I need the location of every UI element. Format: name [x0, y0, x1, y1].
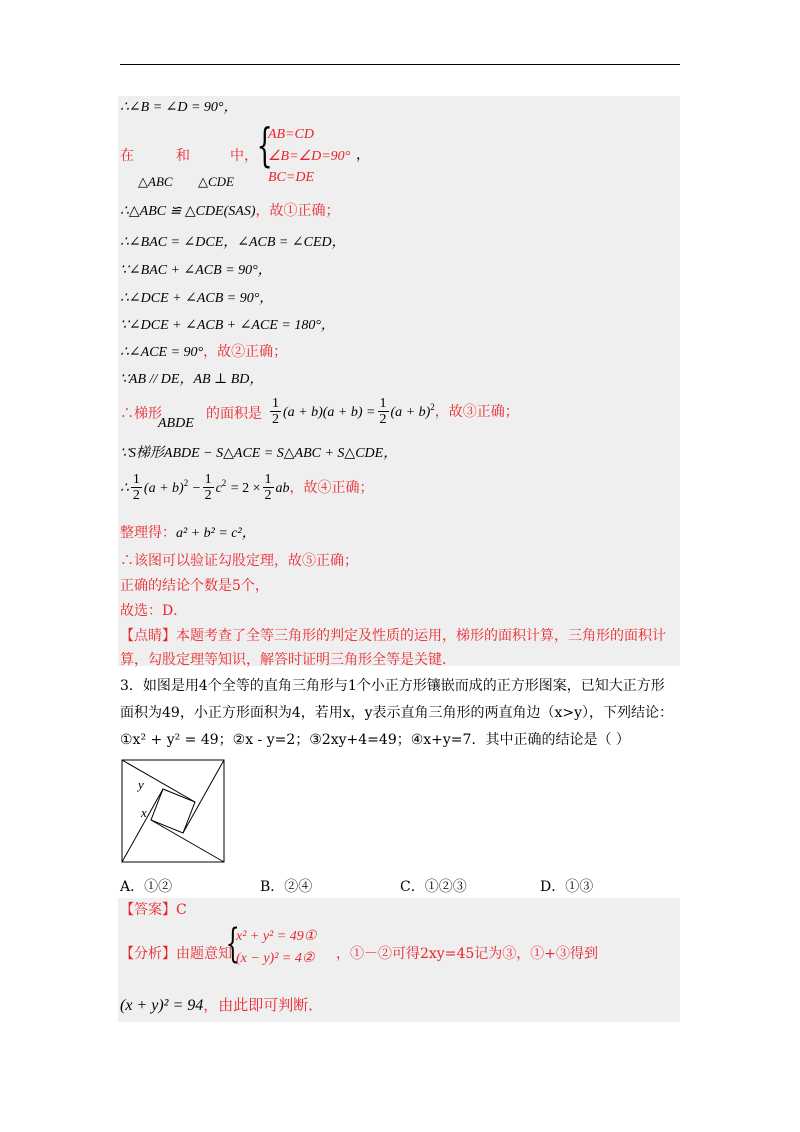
system-eq-2: ∠B=∠D=90° — [268, 148, 351, 164]
solution-line-4: ∴∠BAC = ∠DCE，∠ACB = ∠CED， — [120, 235, 346, 250]
answer-line: 【答案】C — [120, 902, 187, 918]
option-c[interactable]: C．①②③ — [400, 879, 467, 895]
analysis-final-line: (x + y)² = 94，由此即可判断． — [120, 996, 324, 1014]
solution-line-6: ∴∠DCE + ∠ACB = 90°， — [120, 291, 274, 306]
solution-line-8: ∴∠ACE = 90°，故②正确； — [120, 344, 288, 360]
analysis-eq-1: x² + y² = 49① — [236, 929, 317, 944]
comment-line-1: 【点睛】本题考查了全等三角形的判定及性质的运用，梯形的面积计算，三角形的面积计 — [120, 628, 666, 644]
solution-line-1: ∴∠B = ∠D = 90°， — [120, 100, 238, 115]
solution-line-3: ∴△ABC ≌ △CDE(SAS)，故①正确； — [120, 203, 340, 219]
solution-line-15: 正确的结论个数是5个， — [120, 578, 269, 594]
figure-label-x: x — [141, 805, 147, 820]
solution-line-9: ∵AB // DE，AB ⊥ BD， — [120, 372, 264, 387]
solution-line-16: 故选：D． — [120, 603, 188, 619]
system-eq-1: AB=CD — [268, 127, 314, 142]
question-line-2: 面积为49，小正方形面积为4，若用x，y表示直角三角形的两直角边（x>y），下列结论： — [120, 705, 674, 721]
square-figure — [121, 759, 225, 863]
option-d[interactable]: D．①③ — [540, 879, 594, 895]
question-line-1: 3．如图是用4个全等的直角三角形与1个小正方形镶嵌而成的正方形图案，已知大正方形 — [120, 678, 665, 694]
solution-line-13: 整理得：a² + b² = c²， — [120, 525, 256, 541]
solution-line-12: ∴ $\frac{1}{2}$ $(a + b)^2$ − $\frac{1}{2}$ $c^2 = 2$ × $\frac{1}{2}$ ab，故④正确； — [120, 472, 374, 504]
comment-line-2: 算，勾股定理等知识，解答时证明三角形全等是关键． — [120, 652, 456, 668]
option-b[interactable]: B．②④ — [260, 879, 313, 895]
header-rule — [120, 64, 680, 65]
option-a[interactable]: A．①② — [120, 879, 173, 895]
analysis-eq-2: (x − y)² = 4② — [236, 951, 315, 967]
question-line-3: ①x² + y² = 49；②x - y=2；③2xy+4=49；④x+y=7．其中正确的结论是（ ） — [120, 732, 630, 748]
figure-label-y: y — [138, 777, 144, 792]
solution-line-11: ∵S梯形ABDE − S△ACE = S△ABC + S△CDE， — [120, 446, 398, 461]
solution-line-7: ∵∠DCE + ∠ACB + ∠ACE = 180°， — [120, 318, 335, 333]
system-eq-3: BC=DE — [268, 170, 314, 186]
solution-line-14: ∴该图可以验证勾股定理，故⑤正确； — [120, 553, 358, 569]
solution-line-5: ∵∠BAC + ∠ACB = 90°， — [120, 263, 272, 278]
